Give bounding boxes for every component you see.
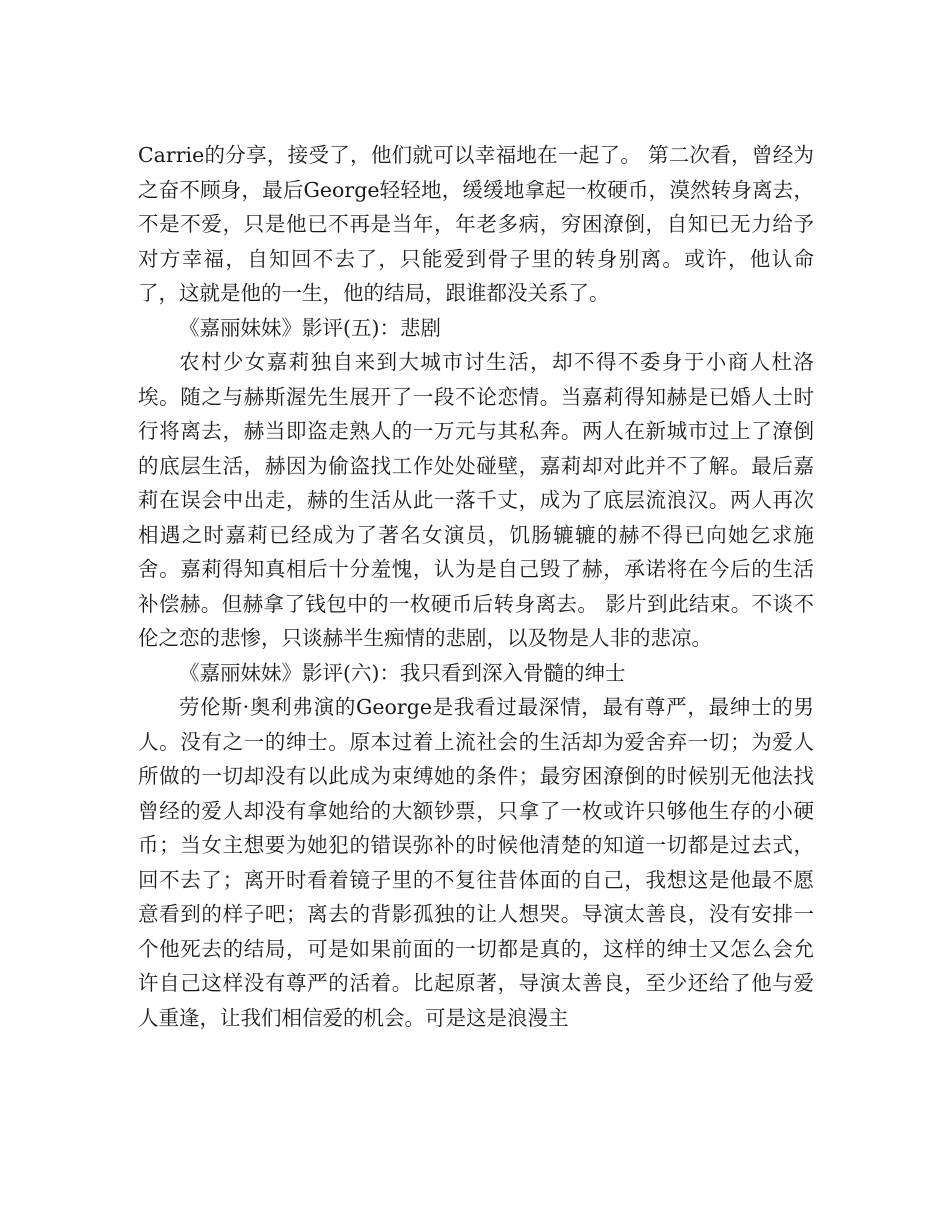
document-body [138,138,814,1035]
paragraph-review-6: 劳伦斯·奥利弗演的George是我看过最深情，最有尊严，最绅士的男人。没有之一的绅士。原本过着上流社会的生活却为爱舍弃一切；为爱人所做的一切却没有以此成为束缚她的条件；最穷困潦倒的时候别无他法找曾经的爱人却没有拿她给的大额钞票，只拿了一枚或许只够他生存的小硬币；当女主想要为她犯的错误弥补的时候他清楚的知道一切都是过去式，回不去了；离开时看着镜子里的不复往昔体面的自己，我想这是他最不愿意看到的样子吧；离去的背影孤独的让人想哭。导演太善良，没有安排一个他死去的结局，可是如果前面的一切都是真的，这样的绅士又怎么会允许自己这样没有尊严的活着。比起原著，导演太善良，至少还给了他与爱人重逢，让我们相信爱的机会。可是这是浪漫主 [138,695,814,1030]
paragraph-continued-review: Carrie的分享，接受了，他们就可以幸福地在一起了。 第二次看，曾经为之奋不顾身，最后George轻轻地，缓缓地拿起一枚硬币，漠然转身离去，不是不爱，只是他已不再是当年，年老多病，穷困潦倒，自知已无力给予对方幸福，自知回不去了，只能爱到骨子里的转身别离。或许，他认命了，这就是他的一生，他的结局，跟谁都没关系了。 [138,143,814,305]
paragraph-review-5: 农村少女嘉莉独自来到大城市讨生活，却不得不委身于小商人杜洛埃。随之与赫斯渥先生展开了一段不论恋情。当嘉莉得知赫是已婚人士时行将离去，赫当即盗走熟人的一万元与其私奔。两人在新城市过上了潦倒的底层生活，赫因为偷盗找工作处处碰壁，嘉莉却对此并不了解。最后嘉莉在误会中出走，赫的生活从此一落千丈，成为了底层流浪汉。两人再次相遇之时嘉莉已经成为了著名女演员，饥肠辘辘的赫不得已向她乞求施舍。嘉莉得知真相后十分羞愧，认为是自己毁了赫，承诺将在今后的生活补偿赫。但赫拿了钱包中的一枚硬币后转身离去。 影片到此结束。不谈不伦之恋的悲惨，只谈赫半生痴情的悲剧，以及物是人非的悲凉。 [138,350,814,650]
review-heading-5: 《嘉丽妹妹》影评(五)：悲剧 [179,315,441,340]
review-heading-6: 《嘉丽妹妹》影评(六)：我只看到深入骨髓的绅士 [179,660,626,685]
